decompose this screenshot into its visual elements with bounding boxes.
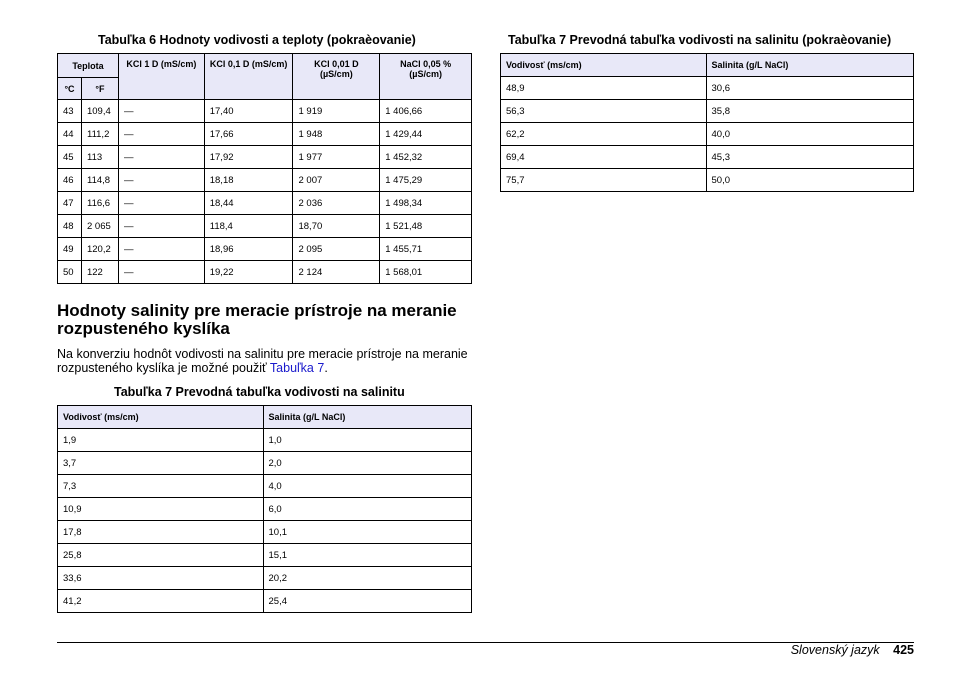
table-row [58, 475, 472, 498]
table7a [57, 405, 472, 613]
table-row [58, 590, 472, 613]
page-number: 425 [893, 643, 914, 657]
cell-sal: 10,1 [263, 521, 472, 544]
cell-vod: 17,8 [58, 521, 264, 544]
cell-vod: 75,7 [501, 169, 707, 192]
cell-kcl001: 2 007 [293, 169, 380, 192]
header-fahrenheit: °F [81, 78, 118, 100]
cell-f: 111,2 [81, 123, 118, 146]
section-heading: Hodnoty salinity pre meracie prístroje na meranie rozpusteného kyslíka [57, 301, 457, 338]
paragraph-end: . [324, 361, 328, 375]
cell-kcl1: — [118, 238, 204, 261]
table-row [58, 100, 472, 123]
cell-kcl1: — [118, 123, 204, 146]
cell-nacl: 1 455,71 [380, 238, 472, 261]
table-row [501, 100, 914, 123]
table6-caption: Tabuľka 6 Hodnoty vodivosti a teploty (pokraèovanie) [98, 33, 416, 47]
cell-c: 45 [58, 146, 82, 169]
cell-kcl1: — [118, 169, 204, 192]
cell-kcl001: 2 036 [293, 192, 380, 215]
cell-kcl01: 17,40 [204, 100, 293, 123]
cell-kcl001: 1 919 [293, 100, 380, 123]
cell-f: 2 065 [81, 215, 118, 238]
cell-kcl1: — [118, 261, 204, 284]
cell-kcl01: 17,66 [204, 123, 293, 146]
table-row [501, 77, 914, 100]
cell-c: 43 [58, 100, 82, 123]
cell-sal: 15,1 [263, 544, 472, 567]
table-row [501, 169, 914, 192]
cell-kcl001: 2 124 [293, 261, 380, 284]
cell-vod: 10,9 [58, 498, 264, 521]
cell-kcl1: — [118, 146, 204, 169]
section-paragraph [57, 347, 477, 375]
cell-kcl1: — [118, 100, 204, 123]
cell-sal: 2,0 [263, 452, 472, 475]
cell-nacl: 1 521,48 [380, 215, 472, 238]
cell-f: 109,4 [81, 100, 118, 123]
cell-f: 113 [81, 146, 118, 169]
table-row [58, 452, 472, 475]
cell-vod: 69,4 [501, 146, 707, 169]
table7b-caption: Tabuľka 7 Prevodná tabuľka vodivosti na salinitu (pokraèovanie) [508, 33, 892, 47]
cell-c: 44 [58, 123, 82, 146]
cell-kcl01: 18,96 [204, 238, 293, 261]
cell-kcl01: 19,22 [204, 261, 293, 284]
cell-kcl001: 2 095 [293, 238, 380, 261]
cell-vod: 56,3 [501, 100, 707, 123]
header-nacl: NaCl 0,05 % (µS/cm) [380, 54, 472, 100]
header-kcl01: KCl 0,1 D (mS/cm) [204, 54, 293, 100]
cell-vod: 1,9 [58, 429, 264, 452]
table-row [58, 192, 472, 215]
table-row [58, 544, 472, 567]
table-row [58, 498, 472, 521]
cell-kcl01: 118,4 [204, 215, 293, 238]
header-teplota: Teplota [58, 54, 119, 78]
cell-vod: 7,3 [58, 475, 264, 498]
cell-vod: 62,2 [501, 123, 707, 146]
cell-nacl: 1 475,29 [380, 169, 472, 192]
paragraph-text: Na konverziu hodnôt vodivosti na salinitu pre meracie prístroje na meranie rozpusteného kyslíka je možné použiť [57, 347, 468, 375]
cell-kcl01: 18,44 [204, 192, 293, 215]
cell-f: 114,8 [81, 169, 118, 192]
cell-sal: 30,6 [706, 77, 914, 100]
cell-sal: 40,0 [706, 123, 914, 146]
cell-sal: 35,8 [706, 100, 914, 123]
table7-link[interactable]: Tabuľka 7 [269, 361, 325, 375]
cell-f: 120,2 [81, 238, 118, 261]
cell-f: 122 [81, 261, 118, 284]
cell-vod: 3,7 [58, 452, 264, 475]
table6 [57, 53, 472, 284]
header-vodivost: Vodivosť (ms/cm) [58, 406, 264, 429]
cell-kcl1: — [118, 215, 204, 238]
cell-kcl01: 17,92 [204, 146, 293, 169]
cell-f: 116,6 [81, 192, 118, 215]
cell-vod: 41,2 [58, 590, 264, 613]
cell-sal: 20,2 [263, 567, 472, 590]
header-kcl001: KCl 0,01 D (µS/cm) [293, 54, 380, 100]
cell-sal: 1,0 [263, 429, 472, 452]
header-salinita: Salinita (g/L NaCl) [706, 54, 914, 77]
cell-sal: 4,0 [263, 475, 472, 498]
table7b [500, 53, 914, 192]
table-row [58, 521, 472, 544]
table-row [58, 123, 472, 146]
cell-nacl: 1 452,32 [380, 146, 472, 169]
cell-nacl: 1 568,01 [380, 261, 472, 284]
cell-nacl: 1 429,44 [380, 123, 472, 146]
cell-kcl1: — [118, 192, 204, 215]
table-row [58, 146, 472, 169]
cell-c: 50 [58, 261, 82, 284]
header-celsius: °C [58, 78, 82, 100]
cell-vod: 48,9 [501, 77, 707, 100]
cell-kcl001: 18,70 [293, 215, 380, 238]
cell-vod: 33,6 [58, 567, 264, 590]
cell-kcl001: 1 948 [293, 123, 380, 146]
cell-nacl: 1 406,66 [380, 100, 472, 123]
table-row [58, 215, 472, 238]
header-salinita: Salinita (g/L NaCl) [263, 406, 472, 429]
table-row [58, 238, 472, 261]
cell-c: 46 [58, 169, 82, 192]
footer [791, 643, 914, 657]
table7a-caption: Tabuľka 7 Prevodná tabuľka vodivosti na salinitu [114, 385, 405, 399]
cell-sal: 25,4 [263, 590, 472, 613]
table-row [501, 146, 914, 169]
cell-c: 49 [58, 238, 82, 261]
cell-kcl001: 1 977 [293, 146, 380, 169]
header-vodivost: Vodivosť (ms/cm) [501, 54, 707, 77]
cell-c: 48 [58, 215, 82, 238]
table-row [501, 123, 914, 146]
cell-sal: 6,0 [263, 498, 472, 521]
table-row [58, 429, 472, 452]
table-row [58, 261, 472, 284]
cell-sal: 45,3 [706, 146, 914, 169]
cell-vod: 25,8 [58, 544, 264, 567]
footer-language: Slovenský jazyk [790, 643, 880, 657]
cell-nacl: 1 498,34 [380, 192, 472, 215]
footer-rule [57, 642, 914, 643]
cell-sal: 50,0 [706, 169, 914, 192]
table-row [58, 567, 472, 590]
table-row [58, 169, 472, 192]
cell-c: 47 [58, 192, 82, 215]
cell-kcl01: 18,18 [204, 169, 293, 192]
header-kcl1: KCl 1 D (mS/cm) [118, 54, 204, 100]
